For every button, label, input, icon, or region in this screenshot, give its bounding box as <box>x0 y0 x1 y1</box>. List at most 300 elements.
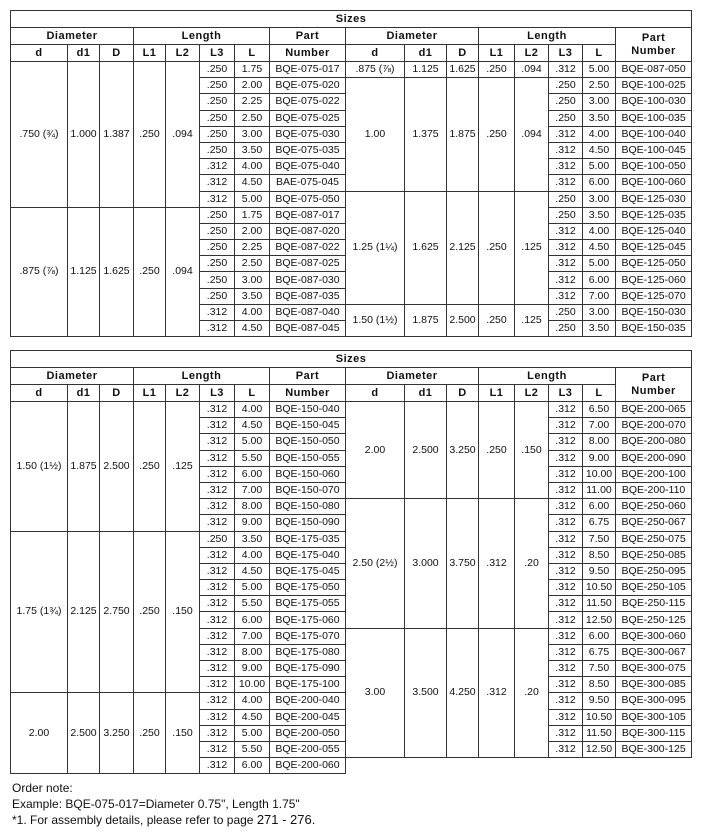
part-number-cell: BQE-125-070 <box>616 288 692 304</box>
length-L-cell: 3.50 <box>583 110 616 126</box>
part-number-cell: BQE-250-067 <box>616 515 692 531</box>
col-d: d <box>346 385 405 402</box>
diameter-d1-cell: 3.000 <box>405 499 447 629</box>
length-L3-cell: .250 <box>200 126 235 142</box>
diameter-d1-cell: 2.500 <box>68 693 100 774</box>
length-L-cell: 3.50 <box>583 321 616 337</box>
part-number-cell: BQE-250-125 <box>616 612 692 628</box>
part-number-cell: BQE-300-060 <box>616 628 692 644</box>
length-L-cell: 9.50 <box>583 693 616 709</box>
length-L2-cell: .094 <box>515 78 549 191</box>
length-L3-cell: .312 <box>549 596 583 612</box>
length-L-cell: 7.00 <box>583 288 616 304</box>
diameter-d1-cell: 2.500 <box>405 402 447 499</box>
length-L3-cell: .250 <box>200 94 235 110</box>
length-L-cell: 6.00 <box>583 628 616 644</box>
col-L2: L2 <box>515 385 549 402</box>
diameter-D-cell: 2.500 <box>100 402 134 532</box>
length-L3-cell: .250 <box>549 94 583 110</box>
length-L3-cell: .312 <box>549 693 583 709</box>
length-L-cell: 5.50 <box>235 596 270 612</box>
length-L1-cell: .250 <box>479 402 515 499</box>
length-L-cell: 2.50 <box>235 110 270 126</box>
length-L-cell: 6.00 <box>235 466 270 482</box>
length-L3-cell: .312 <box>200 175 235 191</box>
part-number-cell: BQE-100-060 <box>616 175 692 191</box>
length-L3-cell: .312 <box>200 741 235 757</box>
length-L-cell: 3.50 <box>235 531 270 547</box>
diameter-d-cell: .750 (¾) <box>11 62 68 208</box>
length-L-cell: 8.50 <box>583 677 616 693</box>
part-number-cell: BQE-200-060 <box>270 758 346 774</box>
part-number-cell: BQE-125-035 <box>616 207 692 223</box>
diameter-d1-cell: 3.500 <box>405 628 447 758</box>
length-L3-cell: .312 <box>549 644 583 660</box>
part-number-cell: BQE-175-100 <box>270 677 346 693</box>
col-L: L <box>235 385 270 402</box>
length-L-cell: 4.50 <box>235 418 270 434</box>
length-L-cell: 4.50 <box>235 321 270 337</box>
length-L-cell: 6.00 <box>235 758 270 774</box>
length-header: Length <box>134 28 270 45</box>
col-L: L <box>583 385 616 402</box>
part-header: Part <box>270 28 346 45</box>
part-number-cell: BQE-175-040 <box>270 547 346 563</box>
part-number-cell: BQE-100-050 <box>616 159 692 175</box>
length-L-cell: 5.50 <box>235 741 270 757</box>
length-L3-cell: .250 <box>200 207 235 223</box>
length-L3-cell: .312 <box>200 515 235 531</box>
part-number-cell: BQE-125-040 <box>616 223 692 239</box>
length-header: Length <box>479 368 616 385</box>
part-number-cell: BQE-175-060 <box>270 612 346 628</box>
length-L-cell: 4.00 <box>235 547 270 563</box>
length-L2-cell: .125 <box>166 402 200 532</box>
length-L1-cell: .250 <box>134 402 166 532</box>
part-number-cell: BQE-125-030 <box>616 191 692 207</box>
order-note-example: Example: BQE-075-017=Diameter 0.75", Length 1.75" <box>12 797 300 811</box>
col-d: d <box>346 45 405 62</box>
part-number-cell: BQE-150-040 <box>270 402 346 418</box>
length-L-cell: 11.00 <box>583 482 616 498</box>
length-L-cell: 5.00 <box>583 62 616 78</box>
diameter-d1-cell: 1.125 <box>68 207 100 337</box>
length-L3-cell: .250 <box>200 531 235 547</box>
length-L-cell: 6.00 <box>583 175 616 191</box>
diameter-D-cell: 1.625 <box>100 207 134 337</box>
length-L-cell: 11.50 <box>583 596 616 612</box>
diameter-header: Diameter <box>11 28 134 45</box>
part-number-cell: BQE-100-045 <box>616 142 692 158</box>
diameter-D-cell: 1.875 <box>447 78 479 191</box>
length-L-cell: 2.25 <box>235 240 270 256</box>
diameter-D-cell: 3.250 <box>100 693 134 774</box>
length-L3-cell: .312 <box>200 644 235 660</box>
part-number-cell: BQE-300-125 <box>616 741 692 757</box>
diameter-d-cell: 1.75 (1¾) <box>11 531 68 693</box>
table-row <box>11 402 692 418</box>
length-L-cell: 12.50 <box>583 612 616 628</box>
part-number-cell: BQE-075-050 <box>270 191 346 207</box>
col-L1: L1 <box>134 385 166 402</box>
length-L3-cell: .250 <box>200 256 235 272</box>
part-number-cell: BQE-200-080 <box>616 434 692 450</box>
empty-cell <box>346 758 692 774</box>
length-L3-cell: .312 <box>200 321 235 337</box>
length-L3-cell: .312 <box>200 482 235 498</box>
length-L3-cell: .312 <box>549 725 583 741</box>
col-L1: L1 <box>479 45 515 62</box>
part-number-cell: BQE-087-025 <box>270 256 346 272</box>
part-number-cell: BQE-300-075 <box>616 661 692 677</box>
length-L-cell: 1.75 <box>235 62 270 78</box>
diameter-D-cell: 2.125 <box>447 191 479 304</box>
length-L3-cell: .250 <box>549 304 583 320</box>
length-L3-cell: .312 <box>200 628 235 644</box>
length-L3-cell: .312 <box>200 499 235 515</box>
col-L: L <box>583 45 616 62</box>
sizes-title: Sizes <box>11 351 692 368</box>
col-D: D <box>447 385 479 402</box>
length-L1-cell: .250 <box>479 78 515 191</box>
diameter-d-cell: 1.25 (1¼) <box>346 191 405 304</box>
length-L-cell: 11.50 <box>583 725 616 741</box>
length-L-cell: 6.50 <box>583 402 616 418</box>
length-L-cell: 6.00 <box>235 612 270 628</box>
part-number-cell: BQE-200-055 <box>270 741 346 757</box>
length-L-cell: 5.00 <box>583 159 616 175</box>
diameter-d1-cell: 1.875 <box>68 402 100 532</box>
length-L3-cell: .312 <box>549 175 583 191</box>
diameter-d1-cell: 1.875 <box>405 304 447 336</box>
diameter-d1-cell: 2.125 <box>68 531 100 693</box>
length-L-cell: 2.00 <box>235 78 270 94</box>
part-number-cell: BQE-075-020 <box>270 78 346 94</box>
sizes-table-2 <box>10 350 692 774</box>
order-note-title: Order note: <box>12 781 73 795</box>
diameter-d1-cell: 1.000 <box>68 62 100 208</box>
length-L2-cell: .125 <box>515 191 549 304</box>
length-L3-cell: .312 <box>200 418 235 434</box>
diameter-d-cell: 2.00 <box>11 693 68 774</box>
length-L-cell: 12.50 <box>583 741 616 757</box>
length-L3-cell: .312 <box>549 677 583 693</box>
length-header: Length <box>479 28 616 45</box>
length-L-cell: 8.00 <box>235 499 270 515</box>
diameter-d1-cell: 1.125 <box>405 62 447 78</box>
length-L3-cell: .312 <box>200 725 235 741</box>
part-number-cell: BQE-200-110 <box>616 482 692 498</box>
part-number-cell: BQE-150-045 <box>270 418 346 434</box>
length-L-cell: 4.50 <box>235 563 270 579</box>
length-L-cell: 8.50 <box>583 547 616 563</box>
col-L1: L1 <box>479 385 515 402</box>
length-L-cell: 2.50 <box>583 78 616 94</box>
col-d: d <box>11 385 68 402</box>
length-L-cell: 3.00 <box>235 126 270 142</box>
part-number-cell: BQE-200-065 <box>616 402 692 418</box>
length-L3-cell: .312 <box>549 142 583 158</box>
length-L2-cell: .094 <box>166 62 200 208</box>
diameter-header: Diameter <box>346 368 479 385</box>
length-L3-cell: .312 <box>200 758 235 774</box>
length-L3-cell: .312 <box>549 256 583 272</box>
part-number-cell: BQE-100-035 <box>616 110 692 126</box>
diameter-header: Diameter <box>11 368 134 385</box>
length-L-cell: 3.50 <box>235 288 270 304</box>
part-number-cell: BQE-200-040 <box>270 693 346 709</box>
part-number-cell: BQE-075-025 <box>270 110 346 126</box>
length-L3-cell: .312 <box>549 580 583 596</box>
part-number-cell: BQE-200-050 <box>270 725 346 741</box>
part-number-cell: BQE-087-035 <box>270 288 346 304</box>
col-D: D <box>100 45 134 62</box>
col-d: d <box>11 45 68 62</box>
part-number-cell: BQE-175-050 <box>270 580 346 596</box>
length-L-cell: 8.00 <box>235 644 270 660</box>
diameter-d-cell: 1.50 (1½) <box>346 304 405 336</box>
length-L2-cell: .150 <box>166 531 200 693</box>
length-L-cell: 3.00 <box>583 94 616 110</box>
length-L-cell: 9.00 <box>583 450 616 466</box>
part-number-cell: BQE-250-105 <box>616 580 692 596</box>
length-L-cell: 10.00 <box>235 677 270 693</box>
part-number-cell: BQE-175-080 <box>270 644 346 660</box>
col-L2: L2 <box>515 45 549 62</box>
length-L1-cell: .312 <box>479 499 515 629</box>
diameter-d-cell: .875 (⅞) <box>346 62 405 78</box>
length-L3-cell: .250 <box>549 321 583 337</box>
part-number-cell: BQE-300-115 <box>616 725 692 741</box>
part-number-cell: BQE-300-095 <box>616 693 692 709</box>
col-d1: d1 <box>68 45 100 62</box>
part-number-cell: BQE-175-090 <box>270 661 346 677</box>
length-L3-cell: .312 <box>549 531 583 547</box>
diameter-header: Diameter <box>346 28 479 45</box>
length-L3-cell: .312 <box>200 434 235 450</box>
part-number-cell: BQE-175-070 <box>270 628 346 644</box>
length-L3-cell: .250 <box>549 191 583 207</box>
length-L-cell: 4.50 <box>235 175 270 191</box>
part-number-cell: BQE-200-100 <box>616 466 692 482</box>
sizes-table-1-body <box>11 62 692 337</box>
length-L-cell: 3.50 <box>235 142 270 158</box>
length-L3-cell: .312 <box>200 159 235 175</box>
part-number-cell: BQE-200-045 <box>270 709 346 725</box>
length-L3-cell: .312 <box>200 580 235 596</box>
part-number-cell: BQE-175-045 <box>270 563 346 579</box>
length-L1-cell: .250 <box>134 531 166 693</box>
length-L2-cell: .150 <box>515 402 549 499</box>
diameter-D-cell: 2.500 <box>447 304 479 336</box>
number-header: Number <box>270 45 346 62</box>
part-number-cell: BQE-150-060 <box>270 466 346 482</box>
length-L-cell: 9.00 <box>235 661 270 677</box>
length-L3-cell: .312 <box>549 418 583 434</box>
length-L-cell: 2.50 <box>235 256 270 272</box>
length-L-cell: 5.50 <box>235 450 270 466</box>
length-L3-cell: .312 <box>549 741 583 757</box>
length-L-cell: 9.50 <box>583 563 616 579</box>
length-L1-cell: .250 <box>479 304 515 336</box>
length-L3-cell: .250 <box>200 142 235 158</box>
part-number-cell: BQE-075-040 <box>270 159 346 175</box>
length-L3-cell: .312 <box>200 693 235 709</box>
part-number-cell: BQE-150-035 <box>616 321 692 337</box>
part-number-cell: BQE-150-080 <box>270 499 346 515</box>
length-L-cell: 6.00 <box>583 272 616 288</box>
order-notes <box>12 780 315 828</box>
col-L3: L3 <box>549 45 583 62</box>
part-header: Part <box>270 368 346 385</box>
length-L-cell: 10.00 <box>583 466 616 482</box>
length-L-cell: 5.00 <box>235 580 270 596</box>
length-L3-cell: .312 <box>549 661 583 677</box>
part-number-cell: BQE-125-050 <box>616 256 692 272</box>
length-L3-cell: .312 <box>549 272 583 288</box>
number-header: Number <box>270 385 346 402</box>
part-number-cell: BQE-150-090 <box>270 515 346 531</box>
part-number-cell: BQE-175-035 <box>270 531 346 547</box>
col-L2: L2 <box>166 45 200 62</box>
col-L3: L3 <box>200 45 235 62</box>
part-number-cell: BQE-250-085 <box>616 547 692 563</box>
col-d1: d1 <box>405 45 447 62</box>
length-L-cell: 8.00 <box>583 434 616 450</box>
diameter-d-cell: 3.00 <box>346 628 405 758</box>
part-number-cell: BQE-100-025 <box>616 78 692 94</box>
length-L-cell: 4.50 <box>235 709 270 725</box>
part-number-cell: BQE-150-050 <box>270 434 346 450</box>
length-L3-cell: .312 <box>549 159 583 175</box>
diameter-D-cell: 3.750 <box>447 499 479 629</box>
part-number-cell: BQE-087-050 <box>616 62 692 78</box>
diameter-D-cell: 1.625 <box>447 62 479 78</box>
diameter-d-cell: 1.50 (1½) <box>11 402 68 532</box>
part-number-cell: BQE-300-067 <box>616 644 692 660</box>
part-number-cell: BQE-250-060 <box>616 499 692 515</box>
part-number-cell: BQE-200-090 <box>616 450 692 466</box>
length-L3-cell: .312 <box>549 240 583 256</box>
part-number-cell: BQE-075-022 <box>270 94 346 110</box>
length-L-cell: 4.50 <box>583 142 616 158</box>
length-L3-cell: .312 <box>200 563 235 579</box>
part-number-cell: BQE-087-022 <box>270 240 346 256</box>
diameter-d-cell: 1.00 <box>346 78 405 191</box>
diameter-d-cell: .875 (⅞) <box>11 207 68 337</box>
part-number-cell: BQE-087-045 <box>270 321 346 337</box>
col-L3: L3 <box>549 385 583 402</box>
diameter-D-cell: 4.250 <box>447 628 479 758</box>
diameter-d-cell: 2.00 <box>346 402 405 499</box>
length-L1-cell: .250 <box>134 62 166 208</box>
col-d1: d1 <box>405 385 447 402</box>
sizes-table-1 <box>10 10 692 337</box>
length-L3-cell: .250 <box>200 240 235 256</box>
length-L-cell: 7.00 <box>235 628 270 644</box>
length-L1-cell: .250 <box>479 191 515 304</box>
length-L2-cell: .150 <box>166 693 200 774</box>
length-L-cell: 4.00 <box>235 402 270 418</box>
length-L-cell: 7.00 <box>583 418 616 434</box>
length-L3-cell: .250 <box>200 62 235 78</box>
diameter-d1-cell: 1.375 <box>405 78 447 191</box>
length-L3-cell: .312 <box>200 450 235 466</box>
length-L3-cell: .250 <box>549 78 583 94</box>
length-L-cell: 1.75 <box>235 207 270 223</box>
part-number-cell: BQE-150-070 <box>270 482 346 498</box>
length-L-cell: 5.00 <box>235 725 270 741</box>
length-L-cell: 7.50 <box>583 661 616 677</box>
part-number-cell: BQE-075-030 <box>270 126 346 142</box>
length-L-cell: 5.00 <box>235 434 270 450</box>
length-L-cell: 4.00 <box>583 126 616 142</box>
length-L3-cell: .312 <box>200 596 235 612</box>
length-L3-cell: .250 <box>200 78 235 94</box>
part-number-cell: BQE-075-035 <box>270 142 346 158</box>
length-L3-cell: .312 <box>549 466 583 482</box>
length-L3-cell: .312 <box>549 126 583 142</box>
diameter-D-cell: 2.750 <box>100 531 134 693</box>
length-L-cell: 4.00 <box>235 693 270 709</box>
part-number-cell: BQE-300-105 <box>616 709 692 725</box>
length-L-cell: 2.25 <box>235 94 270 110</box>
length-L-cell: 10.50 <box>583 709 616 725</box>
diameter-d1-cell: 1.625 <box>405 191 447 304</box>
length-L3-cell: .312 <box>200 709 235 725</box>
length-L3-cell: .312 <box>549 62 583 78</box>
part-number-cell: BQE-087-040 <box>270 304 346 320</box>
length-L3-cell: .312 <box>200 191 235 207</box>
length-L3-cell: .312 <box>200 402 235 418</box>
length-L3-cell: .312 <box>549 499 583 515</box>
length-L3-cell: .250 <box>200 272 235 288</box>
length-L3-cell: .312 <box>549 547 583 563</box>
length-L3-cell: .312 <box>200 547 235 563</box>
length-L1-cell: .312 <box>479 628 515 758</box>
length-L3-cell: .250 <box>200 288 235 304</box>
length-L-cell: 7.00 <box>235 482 270 498</box>
length-L3-cell: .250 <box>200 110 235 126</box>
length-L3-cell: .250 <box>549 207 583 223</box>
length-L2-cell: .094 <box>166 207 200 337</box>
length-L-cell: 7.50 <box>583 531 616 547</box>
part-number-cell: BQE-250-095 <box>616 563 692 579</box>
col-D: D <box>447 45 479 62</box>
length-header: Length <box>134 368 270 385</box>
part-number-cell: BQE-250-115 <box>616 596 692 612</box>
col-L2: L2 <box>166 385 200 402</box>
col-L1: L1 <box>134 45 166 62</box>
length-L3-cell: .250 <box>549 110 583 126</box>
length-L2-cell: .094 <box>515 62 549 78</box>
length-L3-cell: .312 <box>549 288 583 304</box>
table-row <box>11 62 692 78</box>
part-number-header: Part Number <box>616 28 692 62</box>
length-L2-cell: .20 <box>515 628 549 758</box>
length-L3-cell: .312 <box>200 677 235 693</box>
diameter-D-cell: 1.387 <box>100 62 134 208</box>
length-L3-cell: .312 <box>549 223 583 239</box>
length-L3-cell: .312 <box>549 709 583 725</box>
part-number-cell: BQE-125-060 <box>616 272 692 288</box>
length-L-cell: 4.50 <box>583 240 616 256</box>
length-L-cell: 3.00 <box>583 191 616 207</box>
part-number-cell: BQE-100-040 <box>616 126 692 142</box>
length-L3-cell: .312 <box>549 402 583 418</box>
length-L-cell: 2.00 <box>235 223 270 239</box>
length-L3-cell: .312 <box>200 612 235 628</box>
